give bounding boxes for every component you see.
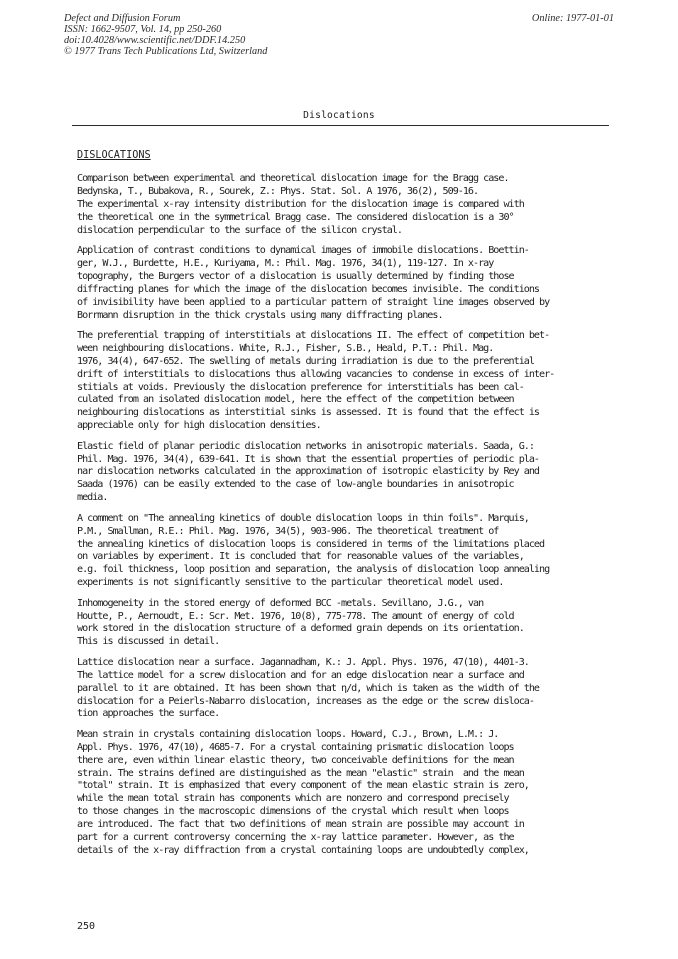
text-line: ger, W.J., Burdette, H.E., Kuriyama, M.: Phil. Mag. 1976, 34(1), 119-127. In x-ray (77, 257, 494, 269)
journal-name: Defect and Diffusion Forum (64, 13, 181, 24)
section-heading: DISLOCATIONS (77, 150, 151, 161)
journal-metadata (64, 13, 267, 57)
abstract-paragraph (77, 513, 611, 590)
copyright-line: © 1977 Trans Tech Publications Ltd, Switzerland (64, 46, 268, 57)
text-line: P.M., Smallman, R.E.: Phil. Mag. 1976, 34(5), 903-906. The theoretical treatment of (77, 525, 499, 537)
text-line: the theoretical one in the symmetrical Bragg case. The considered dislocation is a 30° (77, 211, 514, 223)
text-line: stitials at voids. Previously the dislocation preference for interstitials has been cal- (77, 381, 524, 393)
abstract-paragraph (77, 441, 611, 505)
text-line: Lattice dislocation near a surface. Jagannadham, K.: J. Appl. Phys. 1976, 47(10), 4401-3. (77, 656, 529, 668)
text-line: topography, the Burgers vector of a dislocation is usually determined by finding those (77, 270, 514, 282)
text-line: A comment on "The annealing kinetics of double dislocation loops in thin foils". Marquis, (77, 512, 529, 524)
text-line: diffracting planes for which the image of the dislocation becomes invisible. The conditions (77, 283, 540, 295)
abstract-paragraph (77, 173, 611, 237)
text-line: experiments is not significantly sensitive to the particular theoretical model used. (77, 577, 504, 589)
text-line: are introduced. The fact that two definitions of mean strain are possible may account in (77, 819, 524, 831)
text-line: The experimental x-ray intensity distribution for the dislocation image is compared with (77, 198, 524, 210)
text-line: Saada (1976) can be easily extended to the case of low-angle boundaries in anisotropic (77, 479, 514, 491)
running-title: Dislocations (303, 110, 375, 121)
header-rule (72, 125, 609, 126)
text-line: "total" strain. It is emphasized that every component of the mean elastic strain is zero, (77, 780, 529, 792)
text-line: Appl. Phys. 1976, 47(10), 4685-7. For a crystal containing prismatic dislocation loops (77, 741, 514, 753)
text-line: parallel to it are obtained. It has been shown that η/d, which is taken as the width of the (77, 682, 540, 694)
text-line: Inhomogeneity in the stored energy of deformed BCC -metals. Sevillano, J.G., van (77, 597, 484, 609)
text-line: e.g. foil thickness, loop position and separation, the analysis of dislocation loop annealing (77, 564, 550, 576)
abstract-list (77, 173, 611, 865)
text-line: Houtte, P., Aernoudt, E.: Scr. Met. 1976, 10(8), 775-778. The amount of energy of cold (77, 610, 514, 622)
text-line: work stored in the dislocation structure of a deformed grain depends on its orientation. (77, 623, 524, 635)
text-line: details of the x-ray diffraction from a crystal containing loops are undoubtedly complex, (77, 844, 529, 856)
text-line: Mean strain in crystals containing dislocation loops. Howard, C.J., Brown, L.M.: J. (77, 728, 499, 740)
text-line: The lattice model for a screw dislocation and for an edge dislocation near a surface and (77, 669, 524, 681)
text-line: media. (77, 492, 108, 504)
online-date: Online: 1977-01-01 (531, 13, 614, 24)
page-number: 250 (77, 921, 96, 932)
text-line: This is discussed in detail. (77, 636, 220, 648)
text-line: Phil. Mag. 1976, 34(4), 639-641. It is shown that the essential properties of periodic pla- (77, 453, 540, 465)
text-line: Comparison between experimental and theoretical dislocation image for the Bragg case. (77, 173, 509, 184)
abstract-paragraph (77, 245, 611, 322)
text-line: ween neighbouring dislocations. White, R.J., Fisher, S.B., Heald, P.T.: Phil. Mag. (77, 342, 494, 354)
text-line: Bedynska, T., Bubakova, R., Sourek, Z.: Phys. Stat. Sol. A 1976, 36(2), 509-16. (77, 185, 479, 197)
text-line: while the mean total strain has components which are nonzero and correspond precisely (77, 793, 509, 805)
text-line: tion approaches the surface. (77, 708, 220, 720)
abstract-paragraph (77, 657, 611, 721)
text-line: appreciable only for high dislocation densities. (77, 420, 321, 432)
issn-line: ISSN: 1662-9507, Vol. 14, pp 250-260 (64, 24, 222, 35)
text-line: Elastic field of planar periodic dislocation networks in anisotropic materials. Saada, G.: (77, 440, 534, 452)
text-line: of invisibility have been applied to a particular pattern of straight line images observed by (77, 296, 550, 308)
text-line: part for a current controversy concerning the x-ray lattice parameter. However, as the (77, 832, 514, 844)
text-line: strain. The strains defined are distinguished as the mean "elastic" strain and the mean (77, 767, 524, 779)
text-line: neighbouring dislocations as interstitial sinks is assessed. It is found that the effect is (77, 407, 540, 419)
text-line: dislocation perpendicular to the surface of the silicon crystal. (77, 224, 402, 236)
text-line: there are, even within linear elastic theory, two conceivable definitions for the mean (77, 754, 514, 766)
abstract-paragraph (77, 729, 611, 858)
text-line: Borrmann disruption in the thick crystals using many diffracting planes. (77, 309, 443, 321)
abstract-paragraph (77, 330, 611, 433)
doi-line: doi:10.4028/www.scientific.net/DDF.14.250 (64, 35, 246, 46)
text-line: the annealing kinetics of dislocation loops is considered in terms of the limitations placed (77, 538, 545, 550)
text-line: culated from an isolated dislocation model, here the effect of the competition between (77, 394, 514, 406)
abstract-paragraph (77, 598, 611, 650)
text-line: drift of interstitials to dislocations thus allowing vacancies to condense in excess of inter- (77, 368, 555, 380)
text-line: nar dislocation networks calculated in the approximation of isotropic elasticity by Rey and (77, 466, 540, 478)
text-line: Application of contrast conditions to dynamical images of immobile dislocations. Boettin- (77, 245, 529, 257)
text-line: to those changes in the macroscopic dimensions of the crystal which result when loops (77, 806, 509, 818)
text-line: dislocation for a Peierls-Nabarro dislocation, increases as the edge or the screw disloca- (77, 695, 534, 707)
text-line: on variables by experiment. It is concluded that for reasonable values of the variables, (77, 551, 524, 563)
text-line: The preferential trapping of interstitials at dislocations II. The effect of competition bet- (77, 329, 550, 341)
text-line: 1976, 34(4), 647-652. The swelling of metals during irradiation is due to the preferential (77, 355, 534, 367)
